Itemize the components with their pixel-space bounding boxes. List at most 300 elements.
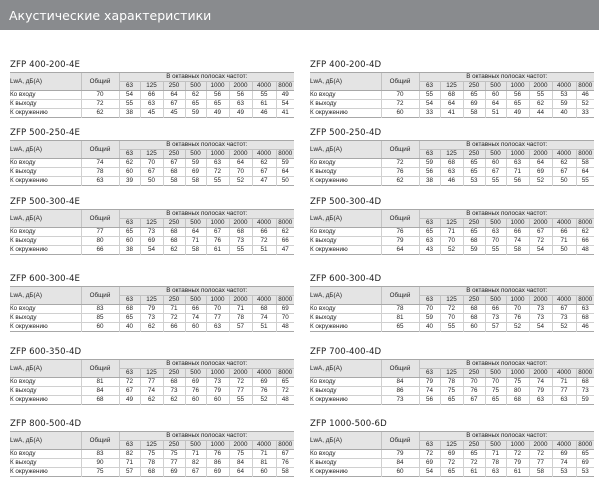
total-label: Общий <box>81 287 119 305</box>
band-value: 58 <box>576 159 594 168</box>
band-value: 57 <box>229 323 252 332</box>
band-value: 54 <box>140 246 163 255</box>
frequency-header: 63 <box>419 82 440 91</box>
frequency-header: 8000 <box>276 296 294 305</box>
band-value: 63 <box>576 305 594 314</box>
row-label: К выходу <box>10 387 81 396</box>
band-value: 60 <box>119 168 140 177</box>
frequency-header: 2000 <box>229 369 252 378</box>
band-value: 40 <box>552 109 576 118</box>
lwa-label: LwA, дБ(A) <box>10 432 81 450</box>
band-value: 71 <box>185 450 206 459</box>
table-row <box>310 396 594 405</box>
band-value: 60 <box>485 159 506 168</box>
band-value: 77 <box>163 459 185 468</box>
row-label: К окружению <box>310 177 381 186</box>
band-value: 59 <box>463 246 485 255</box>
table-row <box>310 109 594 118</box>
lwa-label: LwA, дБ(A) <box>10 210 81 228</box>
frequency-header: 125 <box>140 150 163 159</box>
band-value: 74 <box>506 237 529 246</box>
band-value: 65 <box>119 314 140 323</box>
row-label: К выходу <box>10 168 81 177</box>
band-value: 63 <box>206 323 229 332</box>
frequency-header: 125 <box>140 296 163 305</box>
band-value: 62 <box>552 159 576 168</box>
band-value: 76 <box>206 237 229 246</box>
unit-block <box>310 127 594 186</box>
band-value: 77 <box>140 378 163 387</box>
row-label: К окружению <box>10 468 81 477</box>
section-header <box>0 0 599 30</box>
table-row <box>10 168 294 177</box>
band-value: 65 <box>463 168 485 177</box>
band-value: 64 <box>185 228 206 237</box>
band-value: 44 <box>529 109 552 118</box>
band-value: 56 <box>206 91 229 100</box>
table-row <box>310 378 594 387</box>
band-value: 67 <box>485 168 506 177</box>
band-value: 64 <box>576 168 594 177</box>
band-value: 56 <box>419 396 440 405</box>
total-value: 81 <box>81 378 119 387</box>
band-value: 79 <box>206 387 229 396</box>
band-value: 71 <box>252 450 276 459</box>
band-value: 49 <box>206 109 229 118</box>
band-header: В октавных полосах частот: <box>419 360 594 369</box>
model-title: ZFP 500-300-4D <box>310 197 382 207</box>
lwa-label: LwA, дБ(A) <box>10 141 81 159</box>
band-value: 70 <box>206 305 229 314</box>
band-value: 46 <box>576 91 594 100</box>
frequency-header: 125 <box>440 369 463 378</box>
band-value: 64 <box>163 91 185 100</box>
total-value: 64 <box>381 246 419 255</box>
band-value: 71 <box>552 237 576 246</box>
frequency-header: 4000 <box>252 369 276 378</box>
lwa-label: LwA, дБ(A) <box>310 432 381 450</box>
band-value: 73 <box>485 314 506 323</box>
band-value: 54 <box>529 323 552 332</box>
band-value: 40 <box>419 323 440 332</box>
band-value: 53 <box>552 468 576 477</box>
band-value: 62 <box>140 323 163 332</box>
frequency-header: 2000 <box>529 82 552 91</box>
frequency-header: 250 <box>463 219 485 228</box>
band-value: 77 <box>229 387 252 396</box>
band-value: 33 <box>419 109 440 118</box>
frequency-header: 4000 <box>252 219 276 228</box>
band-value: 82 <box>185 459 206 468</box>
band-value: 70 <box>276 314 294 323</box>
band-value: 68 <box>506 396 529 405</box>
frequency-header: 2000 <box>229 82 252 91</box>
band-value: 33 <box>576 109 594 118</box>
band-value: 81 <box>252 459 276 468</box>
frequency-header: 63 <box>419 219 440 228</box>
frequency-header: 63 <box>119 441 140 450</box>
row-label: К выходу <box>10 100 81 109</box>
frequency-header: 4000 <box>552 82 576 91</box>
band-value: 68 <box>163 237 185 246</box>
frequency-header: 2000 <box>229 219 252 228</box>
band-value: 62 <box>163 396 185 405</box>
frequency-header: 8000 <box>276 82 294 91</box>
row-label: К окружению <box>10 246 81 255</box>
frequency-header: 63 <box>419 150 440 159</box>
band-value: 38 <box>419 177 440 186</box>
frequency-header: 250 <box>163 369 185 378</box>
band-header: В октавных полосах частот: <box>419 287 594 296</box>
band-value: 68 <box>119 305 140 314</box>
lwa-label: LwA, дБ(A) <box>310 287 381 305</box>
band-value: 66 <box>276 237 294 246</box>
band-value: 69 <box>552 450 576 459</box>
unit-block <box>310 59 594 118</box>
band-value: 78 <box>140 459 163 468</box>
band-value: 64 <box>440 100 463 109</box>
band-value: 55 <box>440 323 463 332</box>
total-value: 81 <box>381 314 419 323</box>
band-value: 68 <box>463 237 485 246</box>
band-value: 65 <box>463 91 485 100</box>
band-value: 60 <box>463 323 485 332</box>
frequency-header: 250 <box>163 296 185 305</box>
band-value: 67 <box>252 168 276 177</box>
band-value: 76 <box>506 314 529 323</box>
band-value: 56 <box>229 91 252 100</box>
band-value: 75 <box>440 387 463 396</box>
band-value: 67 <box>552 305 576 314</box>
band-value: 70 <box>485 378 506 387</box>
frequency-header: 4000 <box>252 441 276 450</box>
table-row <box>310 177 594 186</box>
table-row <box>10 177 294 186</box>
unit-block <box>10 273 294 332</box>
frequency-header: 250 <box>463 441 485 450</box>
model-title: ZFP 400-200-4E <box>10 60 81 70</box>
band-value: 72 <box>529 450 552 459</box>
total-value: 85 <box>81 314 119 323</box>
acoustic-table <box>10 431 294 477</box>
band-value: 73 <box>529 305 552 314</box>
band-value: 70 <box>485 237 506 246</box>
band-value: 64 <box>229 468 252 477</box>
band-value: 53 <box>552 91 576 100</box>
band-value: 51 <box>252 246 276 255</box>
band-value: 62 <box>576 228 594 237</box>
band-value: 65 <box>463 159 485 168</box>
lwa-label: LwA, дБ(A) <box>10 287 81 305</box>
frequency-header: 125 <box>140 369 163 378</box>
total-value: 66 <box>81 246 119 255</box>
band-value: 67 <box>529 228 552 237</box>
table-row <box>10 91 294 100</box>
table-row <box>10 396 294 405</box>
acoustic-table <box>10 286 294 332</box>
table-row <box>10 237 294 246</box>
band-value: 67 <box>552 168 576 177</box>
frequency-header: 63 <box>119 219 140 228</box>
band-value: 54 <box>119 91 140 100</box>
frequency-header: 4000 <box>252 296 276 305</box>
unit-block <box>10 196 294 255</box>
table-row <box>10 387 294 396</box>
lwa-label: LwA, дБ(A) <box>10 73 81 91</box>
band-value: 63 <box>206 159 229 168</box>
band-value: 52 <box>552 323 576 332</box>
table-row <box>310 314 594 323</box>
band-value: 46 <box>440 177 463 186</box>
row-label: Ко входу <box>10 305 81 314</box>
frequency-header: 125 <box>440 441 463 450</box>
band-value: 69 <box>576 459 594 468</box>
row-label: Ко входу <box>310 305 381 314</box>
band-value: 67 <box>140 168 163 177</box>
frequency-header: 250 <box>463 82 485 91</box>
table-row <box>10 323 294 332</box>
frequency-header: 8000 <box>276 150 294 159</box>
frequency-header: 500 <box>485 219 506 228</box>
band-value: 68 <box>163 168 185 177</box>
table-row <box>10 100 294 109</box>
band-value: 82 <box>119 450 140 459</box>
frequency-header: 250 <box>163 150 185 159</box>
band-value: 68 <box>229 228 252 237</box>
band-value: 70 <box>140 159 163 168</box>
band-value: 78 <box>440 378 463 387</box>
total-value: 60 <box>381 468 419 477</box>
row-label: Ко входу <box>10 378 81 387</box>
band-value: 72 <box>419 450 440 459</box>
band-value: 69 <box>463 100 485 109</box>
band-value: 64 <box>529 159 552 168</box>
frequency-header: 63 <box>419 369 440 378</box>
band-value: 69 <box>140 237 163 246</box>
band-value: 67 <box>463 396 485 405</box>
band-value: 63 <box>552 396 576 405</box>
band-value: 79 <box>140 305 163 314</box>
band-value: 52 <box>252 396 276 405</box>
band-value: 65 <box>276 378 294 387</box>
band-value: 72 <box>463 459 485 468</box>
band-value: 69 <box>529 168 552 177</box>
frequency-header: 8000 <box>576 82 594 91</box>
band-value: 55 <box>206 177 229 186</box>
total-value: 80 <box>81 237 119 246</box>
frequency-header: 2000 <box>529 150 552 159</box>
band-value: 67 <box>163 100 185 109</box>
row-label: Ко входу <box>10 450 81 459</box>
band-value: 72 <box>163 314 185 323</box>
model-title: ZFP 500-300-4E <box>10 197 81 207</box>
band-value: 80 <box>506 387 529 396</box>
band-value: 49 <box>229 109 252 118</box>
band-value: 67 <box>119 387 140 396</box>
acoustic-table <box>310 72 594 118</box>
band-value: 65 <box>119 228 140 237</box>
band-value: 58 <box>506 246 529 255</box>
band-value: 69 <box>185 378 206 387</box>
band-value: 69 <box>252 378 276 387</box>
lwa-label: LwA, дБ(A) <box>310 210 381 228</box>
frequency-header: 8000 <box>276 441 294 450</box>
band-value: 73 <box>140 228 163 237</box>
band-value: 55 <box>419 91 440 100</box>
band-value: 57 <box>485 323 506 332</box>
frequency-header: 8000 <box>576 150 594 159</box>
lwa-label: LwA, дБ(A) <box>310 73 381 91</box>
band-value: 86 <box>206 459 229 468</box>
band-value: 61 <box>252 100 276 109</box>
band-value: 55 <box>529 91 552 100</box>
frequency-header: 63 <box>119 369 140 378</box>
table-row <box>310 468 594 477</box>
band-value: 45 <box>140 109 163 118</box>
band-value: 78 <box>229 314 252 323</box>
total-label: Общий <box>381 73 419 91</box>
band-value: 48 <box>276 323 294 332</box>
band-value: 54 <box>419 468 440 477</box>
band-value: 68 <box>463 314 485 323</box>
frequency-header: 500 <box>485 82 506 91</box>
band-value: 73 <box>229 237 252 246</box>
acoustic-table <box>10 209 294 255</box>
table-row <box>10 109 294 118</box>
band-value: 75 <box>140 450 163 459</box>
frequency-header: 8000 <box>276 219 294 228</box>
band-value: 62 <box>185 91 206 100</box>
band-value: 65 <box>485 396 506 405</box>
band-value: 79 <box>419 378 440 387</box>
band-value: 52 <box>529 177 552 186</box>
unit-block <box>10 418 294 477</box>
frequency-header: 500 <box>485 369 506 378</box>
band-value: 53 <box>576 468 594 477</box>
total-label: Общий <box>81 73 119 91</box>
band-value: 54 <box>529 246 552 255</box>
band-value: 69 <box>440 450 463 459</box>
frequency-header: 1000 <box>506 296 529 305</box>
table-row <box>310 91 594 100</box>
frequency-header: 1000 <box>506 219 529 228</box>
row-label: К выходу <box>310 459 381 468</box>
frequency-header: 4000 <box>252 150 276 159</box>
band-value: 66 <box>485 305 506 314</box>
total-value: 60 <box>381 109 419 118</box>
table-row <box>310 387 594 396</box>
unit-block <box>310 273 594 332</box>
table-row <box>310 459 594 468</box>
band-value: 59 <box>185 159 206 168</box>
band-value: 66 <box>506 228 529 237</box>
band-value: 74 <box>185 314 206 323</box>
band-value: 62 <box>252 159 276 168</box>
band-value: 72 <box>440 305 463 314</box>
band-value: 43 <box>419 246 440 255</box>
band-value: 55 <box>119 100 140 109</box>
band-value: 63 <box>419 237 440 246</box>
frequency-header: 4000 <box>552 369 576 378</box>
band-value: 74 <box>419 387 440 396</box>
band-value: 69 <box>163 468 185 477</box>
band-value: 65 <box>576 450 594 459</box>
table-row <box>310 159 594 168</box>
table-row <box>10 378 294 387</box>
band-value: 65 <box>463 228 485 237</box>
model-title: ZFP 400-200-4D <box>310 60 382 70</box>
band-value: 73 <box>576 387 594 396</box>
total-label: Общий <box>81 432 119 450</box>
band-value: 38 <box>119 109 140 118</box>
band-value: 63 <box>485 468 506 477</box>
band-value: 74 <box>252 314 276 323</box>
total-value: 68 <box>81 396 119 405</box>
total-value: 72 <box>381 100 419 109</box>
row-label: К окружению <box>310 246 381 255</box>
acoustic-table <box>310 209 594 255</box>
band-value: 72 <box>529 237 552 246</box>
acoustic-table <box>10 359 294 405</box>
band-value: 70 <box>440 314 463 323</box>
table-row <box>10 228 294 237</box>
band-value: 40 <box>119 323 140 332</box>
total-value: 72 <box>381 159 419 168</box>
frequency-header: 125 <box>440 219 463 228</box>
band-value: 69 <box>206 468 229 477</box>
band-value: 72 <box>206 168 229 177</box>
table-row <box>10 246 294 255</box>
row-label: К выходу <box>10 459 81 468</box>
band-value: 38 <box>119 246 140 255</box>
row-label: К выходу <box>310 387 381 396</box>
band-value: 69 <box>419 459 440 468</box>
band-value: 41 <box>276 109 294 118</box>
band-header: В октавных полосах частот: <box>119 210 294 219</box>
band-value: 65 <box>463 450 485 459</box>
frequency-header: 125 <box>140 219 163 228</box>
frequency-header: 250 <box>163 82 185 91</box>
total-value: 78 <box>81 168 119 177</box>
band-value: 59 <box>419 159 440 168</box>
total-label: Общий <box>381 210 419 228</box>
band-value: 65 <box>206 100 229 109</box>
frequency-header: 125 <box>140 82 163 91</box>
total-value: 84 <box>381 459 419 468</box>
row-label: К окружению <box>10 323 81 332</box>
total-value: 86 <box>381 387 419 396</box>
band-value: 68 <box>163 228 185 237</box>
frequency-header: 8000 <box>276 369 294 378</box>
band-value: 68 <box>463 305 485 314</box>
band-value: 59 <box>276 159 294 168</box>
frequency-header: 250 <box>163 219 185 228</box>
row-label: К выходу <box>310 168 381 177</box>
band-header: В октавных полосах частот: <box>119 73 294 82</box>
frequency-header: 63 <box>119 150 140 159</box>
total-value: 77 <box>81 228 119 237</box>
band-value: 73 <box>163 387 185 396</box>
band-value: 76 <box>252 387 276 396</box>
frequency-header: 8000 <box>576 369 594 378</box>
frequency-header: 2000 <box>529 296 552 305</box>
band-value: 55 <box>229 246 252 255</box>
band-value: 50 <box>552 177 576 186</box>
band-value: 60 <box>206 396 229 405</box>
band-value: 62 <box>529 100 552 109</box>
model-title: ZFP 800-500-4D <box>10 419 82 429</box>
frequency-header: 1000 <box>206 369 229 378</box>
